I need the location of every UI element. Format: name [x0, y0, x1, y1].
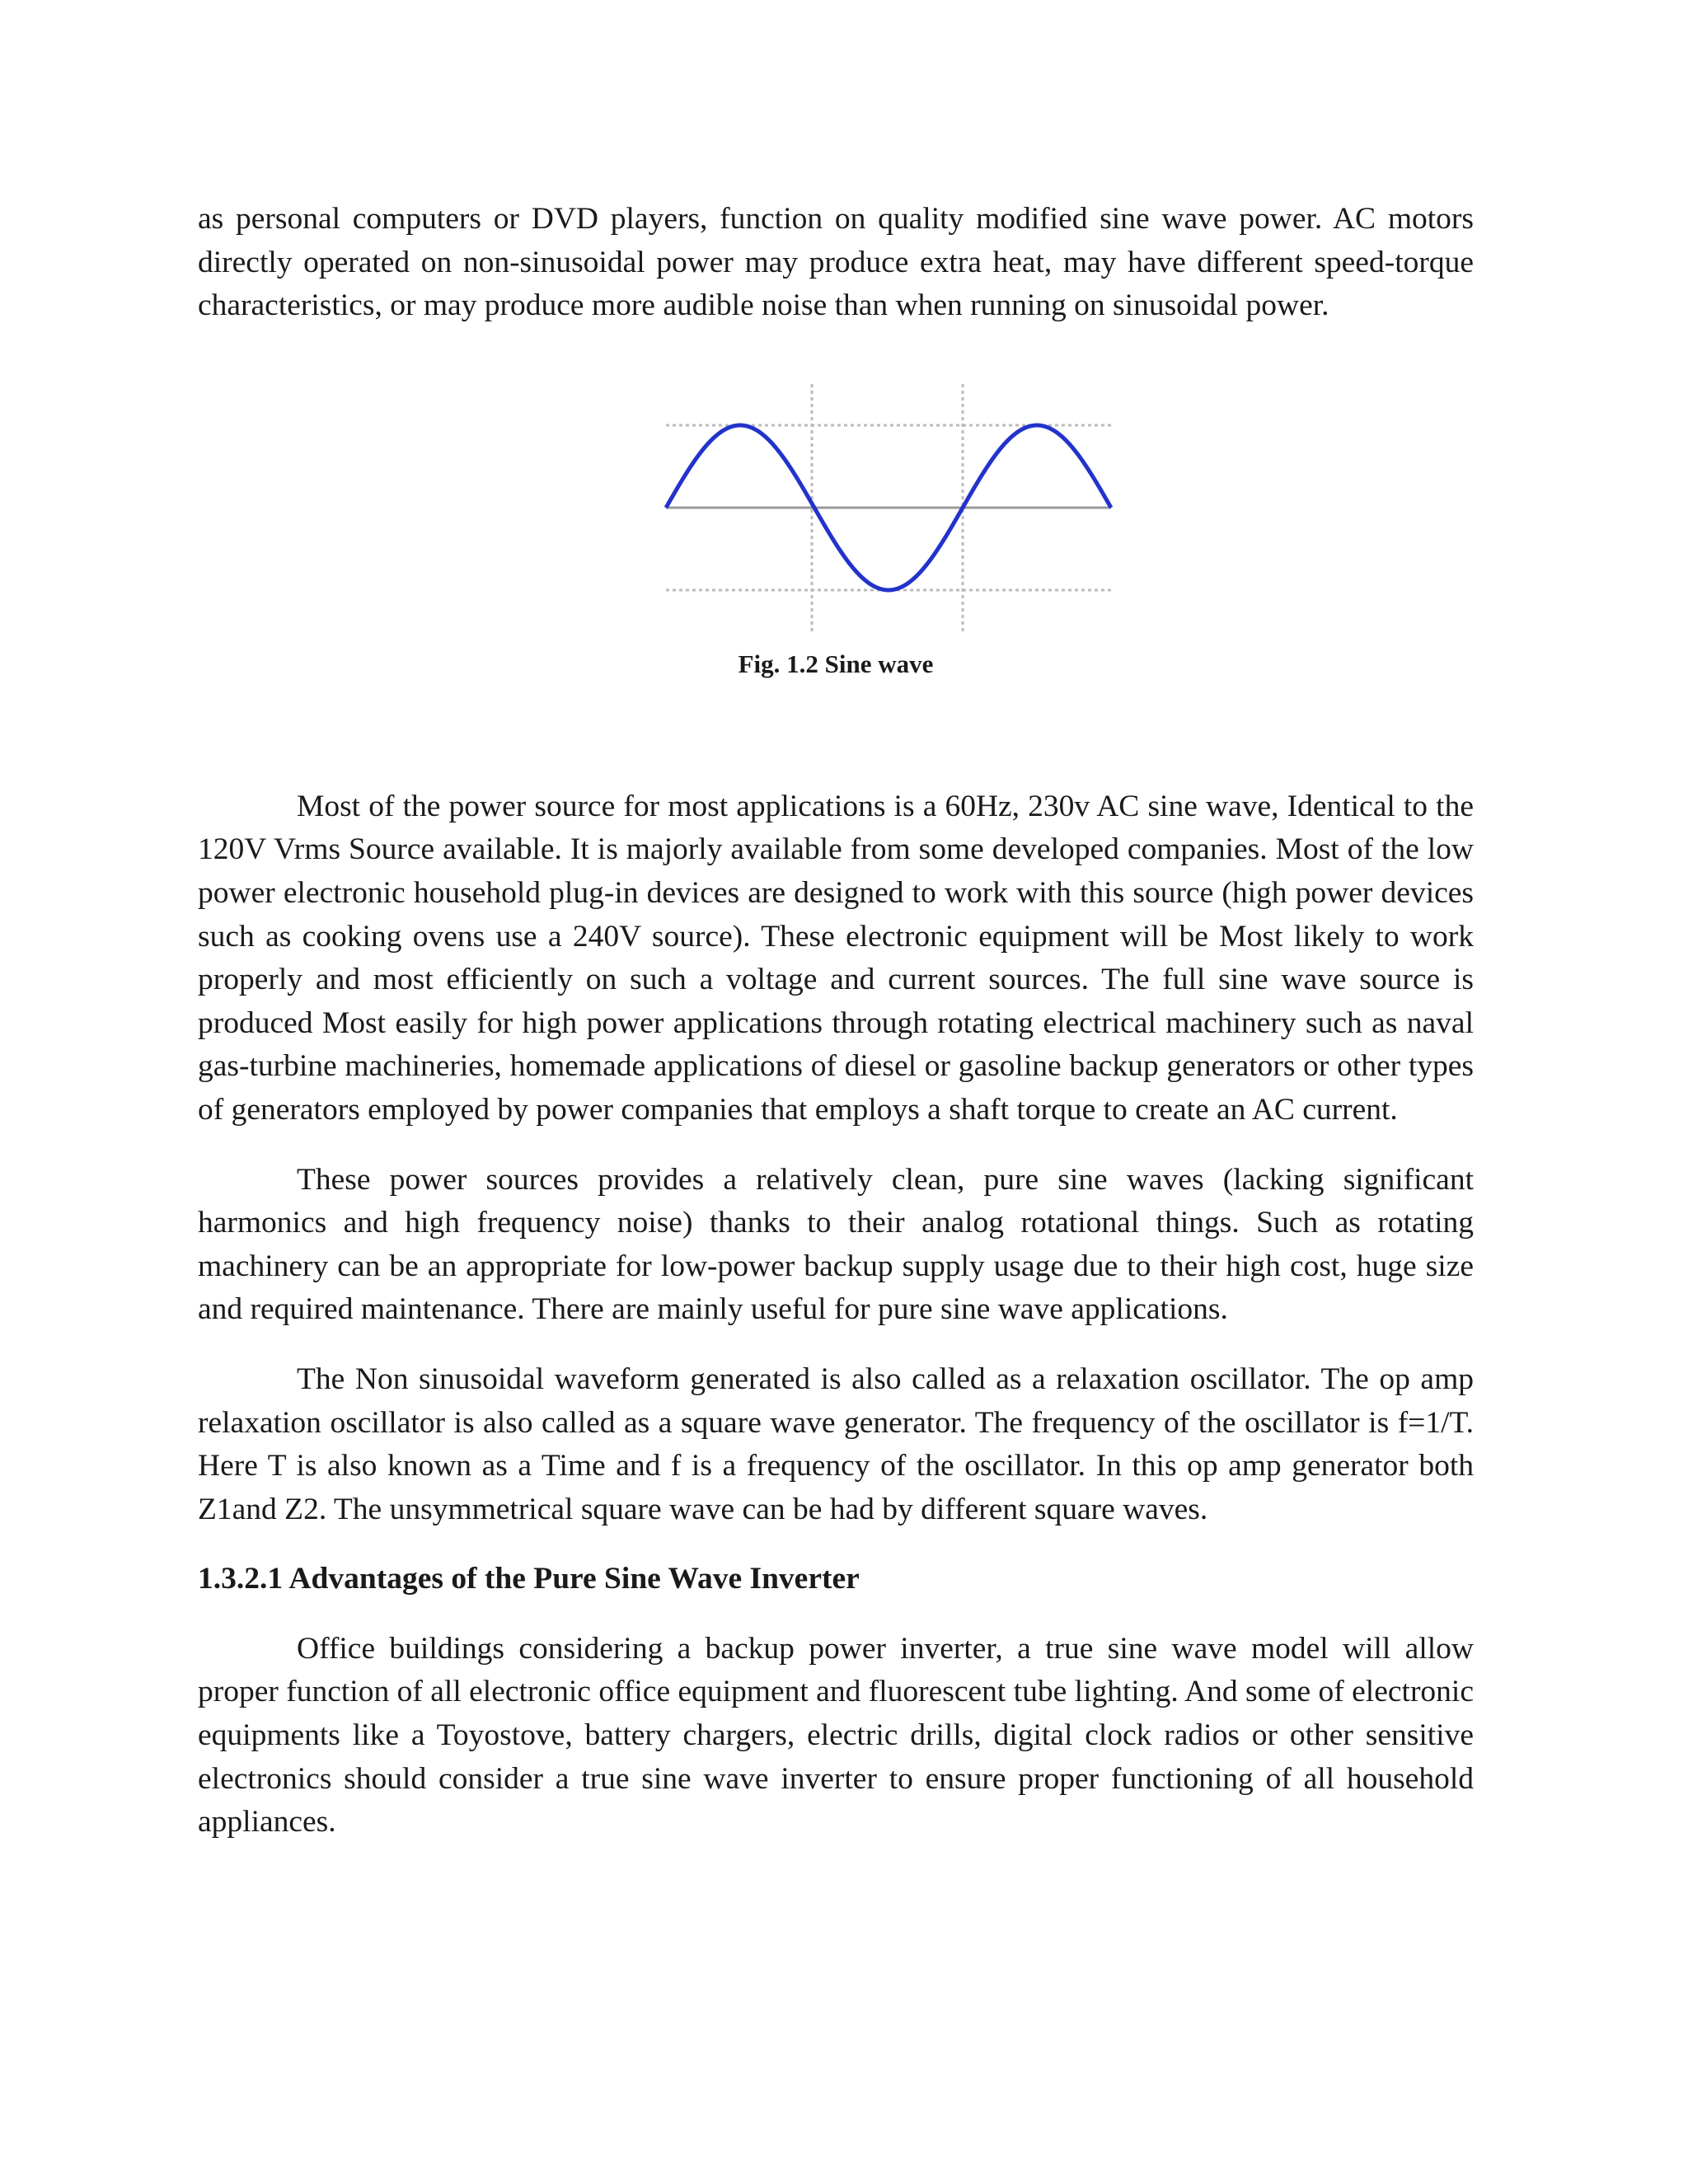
paragraph-power-source: Most of the power source for most applications is a 60Hz, 230v AC sine wave, Identical to the 120V Vrms Source available. It is majorly available from some developed companies. Most of the low power electronic household plug-in devices are designed to work with this source (high power devices such as cooking ovens use a 240V source). These electronic equipment will be Most likely to work properly and most efficiently on such a voltage and current sources. The full sine wave source is produced Most easily for high power applications through rotating electrical machinery such as naval gas-turbine machineries, homemade applications of diesel or gasoline backup generators or other types of generators employed by power companies that employs a shaft torque to create an AC current. [198, 789, 1474, 1127]
figure-caption: Fig. 1.2 Sine wave [738, 649, 934, 678]
paragraph-relaxation-oscillator: The Non sinusoidal waveform generated is also called as a relaxation oscillator. The op amp relaxation oscillator is also called as a square wave generator. The frequency of the oscillator is f=1/T. Here T is also known as a Time and f is a frequency of the oscillator. In this op amp generator both Z1and Z2. The unsymmetrical square wave can be had by different square waves. [198, 1361, 1474, 1526]
paragraph-clean-sine: These power sources provides a relatively clean, pure sine waves (lacking significant harmonics and high frequency noise) thanks to their analog rotational things. Such as rotating machinery can be an appropriate for low-power backup supply usage due to their high cost, huge size and required maintenance. There are mainly useful for pure sine wave applications. [198, 1162, 1474, 1327]
sine-wave-figure [198, 384, 1474, 743]
sine-wave-plot [659, 384, 1121, 640]
document-page [198, 198, 1474, 1844]
paragraph-advantages: Office buildings considering a backup power inverter, a true sine wave model will allow proper function of all electronic office equipment and fluorescent tube lighting. And some of electronic equipments like a Toyostove, battery chargers, electric drills, digital clock radios or other sensitive electronics should consider a true sine wave inverter to ensure proper functioning of all household appliances. [198, 1631, 1474, 1840]
intro-paragraph: as personal computers or DVD players, function on quality modified sine wave power. AC motors directly operated on non-sinusoidal power may produce extra heat, may have different speed-torque characteristics, or may produce more audible noise than when running on sinusoidal power. [198, 202, 1474, 323]
section-heading: 1.3.2.1 Advantages of the Pure Sine Wave Inverter [198, 1562, 860, 1596]
